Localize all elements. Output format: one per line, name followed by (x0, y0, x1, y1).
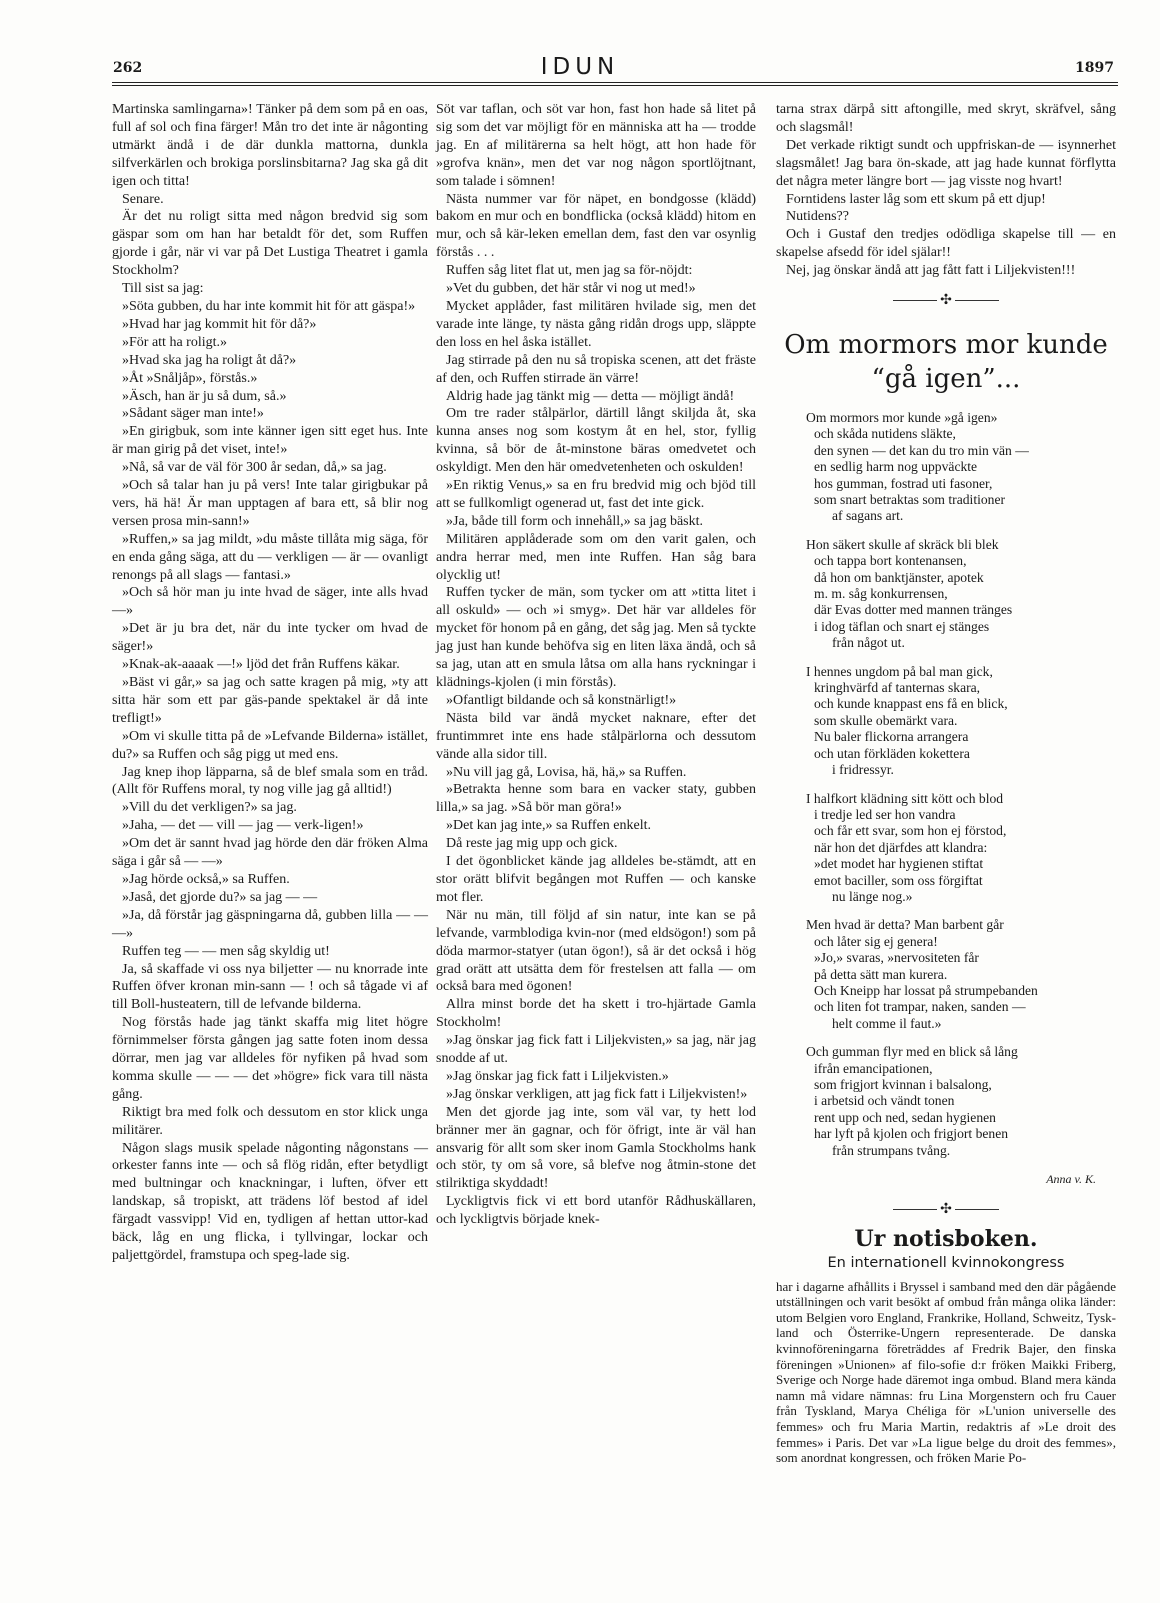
paragraph: Nästa bild var ändå mycket naknare, efter det fruntimmret inte ens hade stålpärlorna och dessutom vände alla sidor till. (436, 710, 756, 762)
paragraph: »Nu vill jag gå, Lovisa, hä, hä,» sa Ruffen. (446, 764, 687, 780)
poem-line: den synen — det kan du tro min vän — (814, 442, 1029, 458)
header-rule (112, 82, 1118, 86)
paragraph: »En girigbuk, som inte känner igen sitt eget hus. Inte är man girig på det viset, inte!» (112, 424, 428, 458)
paragraph: Militären applåderade som om den varit galen, och andra herrar med, men inte Ruffen. Han såg bara olycklig ut! (436, 531, 756, 583)
paragraph: »Jaha, — det — vill — jag — verk-ligen!» (122, 818, 364, 834)
paragraph: »Och så talar han ju på vers! Inte talar girigbukar på vers, hä hä! Är man upptagen af bara ett, så blir nog versen prosa min-sann!» (112, 478, 428, 529)
paragraph: Mycket applåder, fast militären hvilade sig, men det varade inte länge, ty nästa gång ridån drogs upp, släppte den loss en hel åska istället. (436, 298, 756, 350)
paragraph: »Knak-ak-aaaak —!» ljöd det från Ruffens käkar. (122, 657, 400, 673)
poem-line: Om mormors mor kunde »gå igen» (806, 409, 998, 425)
poem-line: och liten fot trampar, naken, sanden — (814, 999, 1026, 1015)
column-1 (112, 101, 428, 1265)
paragraph: »Söta gubben, du har inte kommit hit för att gäspa!» (122, 298, 416, 314)
paragraph: »Jag önskar verkligen, att jag fick fatt i Liljekvisten!» (446, 1086, 748, 1102)
paragraph: Ruffen såg litet flat ut, men jag sa för-nöjdt: (446, 263, 693, 279)
poem-line: i fridressyr. (832, 762, 894, 778)
paragraph: »Äsch, han är ju så dum, så.» (122, 388, 287, 404)
poem-line: rent upp och ned, sedan hygienen (814, 1109, 996, 1125)
poem-subtitle: “gå igen”... (871, 363, 1021, 394)
paragraph: Riktigt bra med folk och dessutom en stor klick unga militärer. (112, 1104, 428, 1138)
poem-line: i idog täflan och snart ej stänges (814, 618, 990, 634)
paragraph: »Och så hör man ju inte hvad de säger, inte alls hvad —» (112, 585, 428, 619)
poem-line: där Evas dotter med mannen tränges (814, 602, 1013, 618)
paragraph: »Det kan jag inte,» sa Ruffen enkelt. (446, 818, 652, 834)
poem-line: hos gumman, fostrad uti fasoner, (814, 475, 993, 491)
paragraph: »Ruffen,» sa jag mildt, »du måste tillåta mig säga, för en enda gång säga, att du — verkligen — är — ovanligt renongs på all slags — fantasi.» (112, 531, 428, 583)
paragraph: Aldrig hade jag tänkt mig — detta — möjligt ändå! (446, 388, 735, 404)
paragraph: »Ja, både till form och innehåll,» sa jag bäskt. (446, 513, 703, 529)
paragraph: »Ja, då förstår jag gäspningarna då, gubben lilla — — —» (112, 907, 428, 941)
paragraph: Men det gjorde jag inte, som väl var, ty hett lod bränner mer än gagnar, och för öfrigt, inte är väl han ansvarig för allt som sker inom Gamla Stockholms hank och stör, ty om så vore, så blefve nog åtmin-stone det stilriktiga skyddadt! (436, 1104, 756, 1192)
poem-body (776, 410, 1116, 1159)
poem-line: och får ett svar, som hon ej förstod, (814, 823, 1007, 839)
paragraph: Någon slags musik spelade någonting någonstans — orkester fanns inte — och så flög ridån, efter betydligt med bultningar och knackningar, i luften, öfver ett landskap, så tropiskt, att trädens löf bestod af idel färgadt vassvipp! Vid en, tydligen af hettan uttor-kad bäck, låg en ung flicka, i tyllvingar, lockar och paljettgördel, framstupa och speg-lade sig. (112, 1140, 428, 1263)
paragraph: »För att ha roligt.» (122, 334, 227, 350)
paragraph: Och i Gustaf den tredjes odödliga skapelse till — en skapelse afsedd för idel själar!! (776, 227, 1116, 261)
paragraph: I det ögonblicket kände jag alldeles be-stämdt, att en stor orätt blifvit begången mot Ruffen — och kanske mot fler. (436, 854, 756, 905)
paragraph: Jag stirrade på den nu så tropiska scenen, att det fräste af den, och Ruffen stirrade än värre! (436, 352, 756, 386)
poem-line: på detta sätt man kurera. (814, 966, 948, 982)
poem-line: Och gumman flyr med en blick så lång (806, 1044, 1018, 1060)
poem-line: ifrån emancipationen, (814, 1060, 933, 1076)
section-heading: Ur notisboken. (854, 1225, 1038, 1252)
poem-line: och låter sig ej genera! (814, 933, 938, 949)
poem-line: helt comme il faut.» (832, 1015, 942, 1031)
paragraph: Allra minst borde det ha skett i tro-hjärtade Gamla Stockholm! (436, 997, 756, 1031)
paragraph: »Vet du gubben, det här står vi nog ut med!» (446, 281, 696, 297)
poem-title-line: Om mormors mor kunde (784, 329, 1108, 360)
paragraph: »Bäst vi går,» sa jag och satte kragen på mig, »ty att sitta här som ett par gäs-pande spektakel är då inte trefligt!» (112, 675, 428, 726)
paragraph: Då reste jag mig upp och gick. (446, 836, 618, 852)
poem-line: som snart betraktas som traditioner (814, 492, 1006, 507)
paragraph: Ja, så skaffade vi oss nya biljetter — nu knorrade inte Ruffen öfver kronan min-sann — ! och så tågade vi af till Boll-husteatern, till de lefvande bilderna. (112, 961, 428, 1013)
paragraph: Nästa nummer var för näpet, en bondgosse (klädd) bakom en mur och en bondflicka (också klädd) hitom en mur, och så kär-leken emellan dem, fast den var osynlig förstås . . . (436, 191, 756, 261)
poem-line: I halfkort klädning sitt kött och blod (806, 790, 1004, 806)
poem-stanza (806, 537, 1116, 652)
column-3 (776, 101, 1116, 1466)
poem-line: af sagans art. (832, 508, 904, 524)
ornament-divider: ✣ (776, 1201, 1116, 1219)
page-title: IDUN (540, 54, 620, 80)
poem-line: då hon om banktjänster, apotek (814, 569, 984, 585)
paragraph: Jag knep ihop läpparna, så de blef smala som en tråd. (Allt för Ruffens moral, ty nog ville jag gå alltid!) (112, 764, 428, 798)
poem-line: och tappa bort kontenansen, (814, 553, 967, 569)
poem-stanza (806, 791, 1116, 906)
paragraph: Lyckligtvis fick vi ett bord utanför Rådhuskällaren, och lyckligtvis började knek- (436, 1194, 756, 1228)
column-2 (436, 101, 756, 1229)
poem-stanza (806, 917, 1116, 1032)
poem-line: Nu baler flickorna arrangera (814, 729, 969, 745)
paragraph: »Jag önskar jag fick fatt i Liljekvisten,» sa jag, när jag snodde af ut. (436, 1033, 756, 1067)
paragraph: »Hvad ska jag ha roligt åt då?» (122, 352, 297, 368)
paragraph: »En riktig Venus,» sa en fru bredvid mig och bjöd till att se fullkomligt ogenerad ut, fast det inte gick. (436, 478, 756, 511)
article-body: har i dagarne afhållits i Bryssel i samband med den där pågående utställningen och varit besökt af ombud från många olika länder: utom Belgien voro England, Frankrike, Holland, Schweitz, Tysk-land och Österrike-Ungern representerade. De danska kvinnoföreningarna företräddes af Fredrik Bajer, den finska föreningen »Unionen» af filo-sofie d:r fröken Maikki Friberg, Sverige och Norge hade däremot inga ombud. Bland mera kända namn må vidare nämnas: fru Lina Morgenstern och fru Cauer från Tyskland, Marya Chéliga för »L'union universelle des femmes» och fru Maria Martin, redaktris af »Le droit des femmes» i Paris. Det var »La ligue belge du droit des femmes», som anordnat kongressen, och fröken Marie Po- (776, 1278, 1116, 1466)
paragraph: Senare. (122, 191, 164, 207)
poem-signature: Anna v. K. (1046, 1172, 1096, 1187)
poem-line: kringhvärfd af tanternas skara, (814, 680, 981, 696)
paragraph: »Jag önskar jag fick fatt i Liljekvisten.» (446, 1068, 669, 1084)
paragraph: Ruffen tycker de män, som tycker om att »titta litet i all oskuld» — och »i smyg». Det här var alldeles för mycket för honom på en gång, det såg jag. Men så tyckte jag just han kunde behöfva sig en liten läxa ändå, och så sa jag, utan att en smula låtsa om alla hans ryckningar i klädnings-kjolen (i min förstås). (436, 585, 756, 690)
paragraph: »Ofantligt bildande och så konstnärligt!» (446, 692, 677, 708)
poem-line: och kunde knappast ens få en blick, (814, 696, 1008, 712)
poem-line: och utan förkläden kokettera (814, 745, 970, 761)
paragraph: tarna strax därpå sitt aftongille, med skryt, skräfvel, sång och slagsmål! (776, 102, 1116, 135)
poem-line: från något ut. (832, 635, 905, 651)
page-year: 1897 (1075, 60, 1114, 76)
paragraph: »Sådant säger man inte!» (122, 406, 264, 422)
poem-line: I hennes ungdom på bal man gick, (806, 663, 993, 679)
paragraph: »Nå, så var de väl för 300 år sedan, då,» sa jag. (122, 460, 387, 476)
poem-line: m. m. såg konkurrensen, (814, 586, 948, 602)
poem-title (776, 328, 1116, 396)
poem-line: Men hvad är detta? Man barbent går (806, 917, 1004, 933)
poem-line: när hon det djärfdes att klandra: (814, 839, 988, 855)
ornament-divider: ✣ (776, 292, 1116, 310)
paragraph: »Åt »Snåljåp», förstås.» (122, 370, 258, 386)
paragraph: Söt var taflan, och söt var hon, fast hon hade så litet på sig som det var möjligt för en människa att ha — trodde jag. En af militärerna sa helt högt, att hon hade för »grofva knän», men det var nog någon sportlöjtnant, som talade i sömnen! (436, 102, 756, 189)
paragraph: Nutidens?? (786, 209, 849, 225)
paragraph: »Jaså, det gjorde du?» sa jag — — (122, 889, 318, 905)
paragraph: Om tre rader stålpärlor, därtill långt skiljda åt, ska kunna anses nog som kostym åt en hel, stor, fyllig kvinna, så bör de åt-minstone bäras omedvetet och oskyldigt. Men den här omedvetenheten och oskulden! (436, 406, 756, 476)
paragraph: Är det nu roligt sitta med någon bredvid sig som gäspar som om han har betaldt för det, som Ruffen gjorde i går, när vi var på Det Lustiga Theatret i gamla Stockholm? (112, 209, 428, 279)
poem-stanza (806, 664, 1116, 779)
poem-line: i tredje led ser hon vandra (814, 806, 956, 822)
poem-line: »Jo,» svaras, »nervositeten får (814, 950, 979, 966)
poem-line: som skulle obemärkt vara. (814, 712, 958, 728)
paragraph: När nu män, till följd af sin natur, inte kan se på lefvande, varmblodiga kvin-nor (med eldsögon!) som på döda marmor-statyer (utan ögon!), så är det också i hög grad orätt att utsätta dem för frestelsen att falla — om också bara med ögonen! (436, 907, 756, 995)
poem-stanza (806, 410, 1116, 525)
poem-stanza (806, 1044, 1116, 1159)
paragraph: Forntidens laster låg som ett skum på ett djup! (786, 191, 1046, 207)
paragraph: »Hvad har jag kommit hit för då?» (122, 316, 317, 332)
paragraph: Ruffen teg — — men såg skyldig ut! (122, 943, 330, 959)
article-subheading: En internationell kvinnokongress (827, 1254, 1065, 1271)
paragraph: »Om det är sannt hvad jag hörde den där fröken Alma säga i går så — —» (112, 836, 428, 870)
column-3-text (776, 101, 1116, 280)
poem-line: Och Kneipp har lossat på strumpebanden (814, 982, 1038, 998)
poem-line: en sedlig harm nog uppväckte (814, 459, 978, 475)
poem-line: Hon säkert skulle af skräck bli blek (806, 536, 999, 552)
poem-line: »det modet har hygienen stiftat (814, 856, 984, 872)
paragraph: Martinska samlingarna»! Tänker på dem som på en oas, full af sol och fina färger! Mån tro det inte är någonting utmärkt ändå i de där dunkla mattorna, dunkla silfverkärlen och brokiga porslinsbitarna? Jag ska gå dit igen och titta! (112, 102, 428, 189)
paragraph: »Betrakta henne som bara en vacker staty, gubben lilla,» sa jag. »Så bör man göra!» (436, 782, 756, 816)
paragraph: Nej, jag önskar ändå att jag fått fatt i Liljekvisten!!! (786, 263, 1076, 279)
paragraph: »Det är ju bra det, när du inte tycker om hvad de säger!» (112, 621, 428, 655)
poem-line: som frigjort kvinnan i balsalong, (814, 1077, 992, 1092)
paragraph: »Jag hörde också,» sa Ruffen. (122, 871, 290, 887)
paragraph: »Om vi skulle titta på de »Lefvande Bilderna» istället, du?» sa Ruffen och såg pigg ut med ens. (112, 728, 428, 762)
poem-line: har lyft på kjolen och frigjort benen (814, 1126, 1009, 1142)
paragraph: Nog förstås hade jag tänkt skaffa mig litet högre förnimmelser första gången jag satte foten inom dessa dörrar, men jag var alldeles för nyfiken på hvad som komma skulle — — — det »högre» fick vara till nästa gång. (112, 1015, 428, 1102)
poem-line: emot baciller, som oss förgiftat (814, 872, 983, 888)
paragraph: »Vill du det verkligen?» sa jag. (122, 800, 297, 816)
poem-line: nu länge nog.» (832, 888, 913, 904)
paragraph: Till sist sa jag: (122, 281, 204, 297)
paragraph: Det verkade riktigt sundt och uppfriskan-de — isynnerhet slagsmålet! Jag bara ön-skade, att jag hade kunnat förflytta det några meter längre bort — jag visste nog hvart! (776, 137, 1116, 189)
poem-line: från strumpans tvång. (832, 1142, 951, 1158)
poem-line: och skåda nutidens släkte, (814, 426, 956, 442)
poem-line: i arbetsid och vändt tonen (814, 1093, 955, 1109)
page-number: 262 (113, 60, 143, 76)
